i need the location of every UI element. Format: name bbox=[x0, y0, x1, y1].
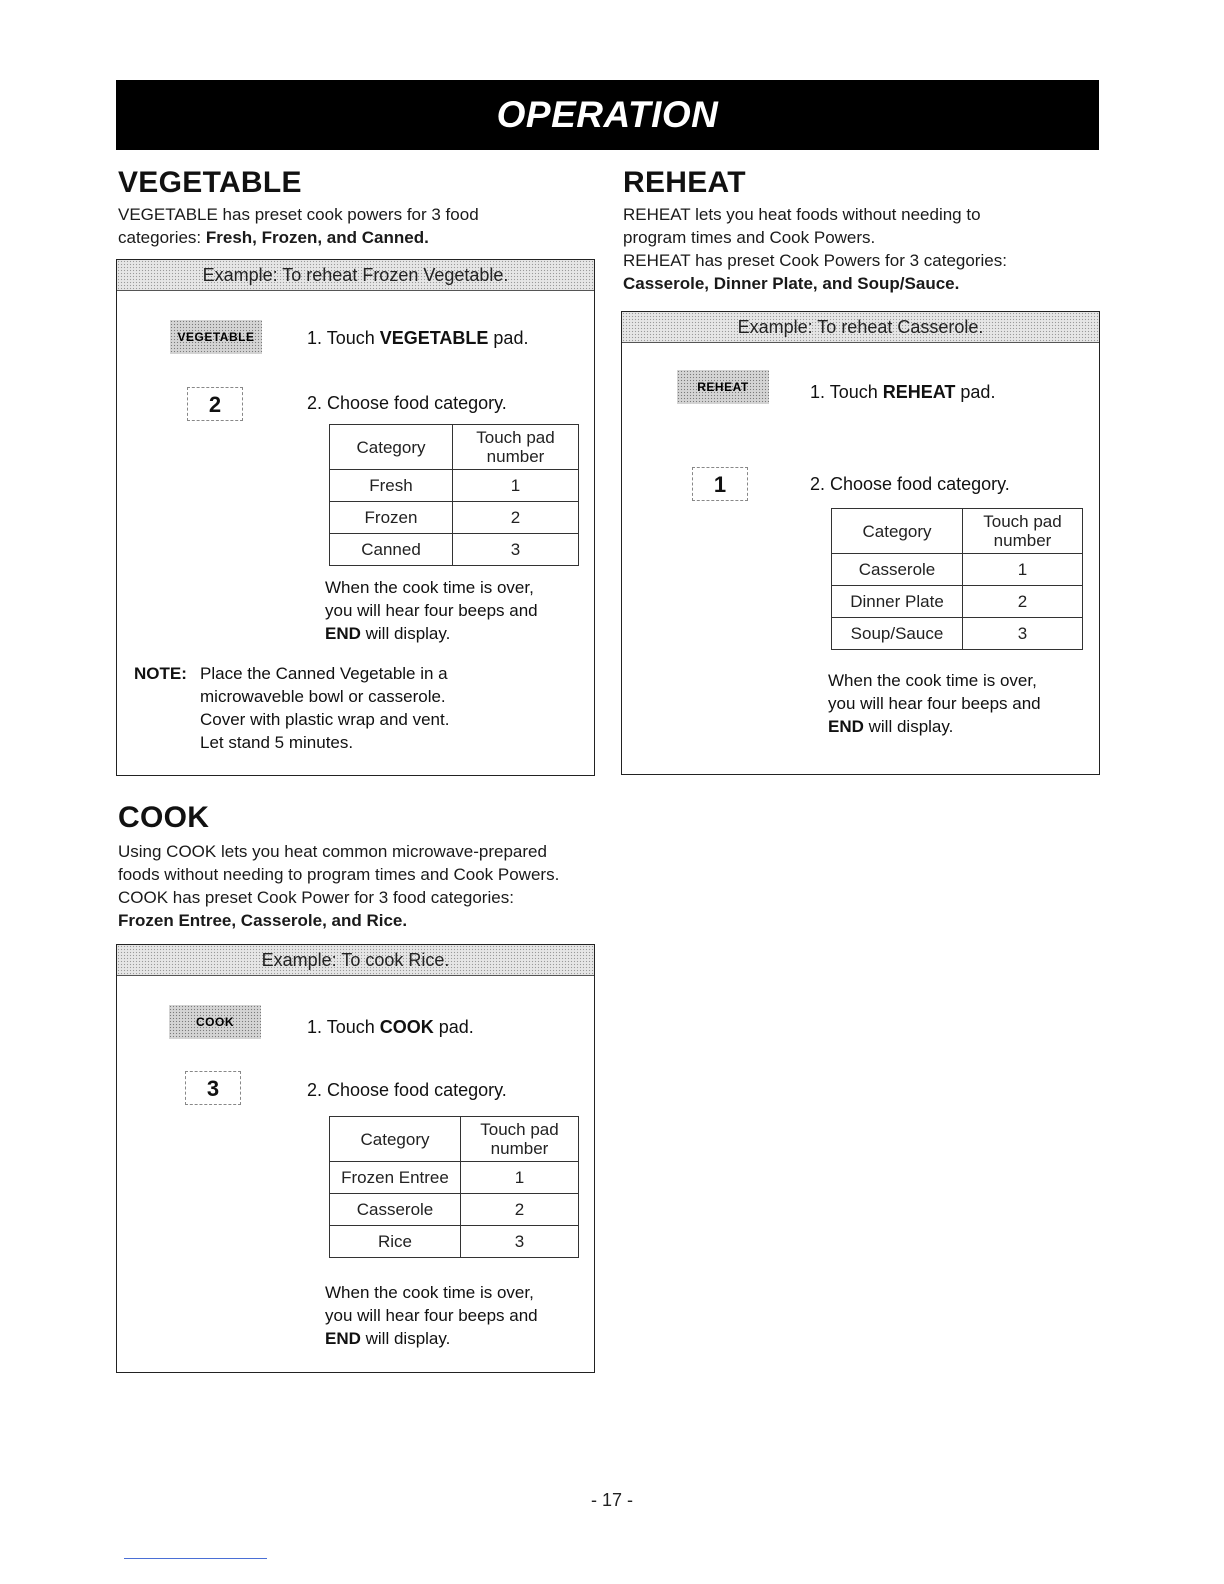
table-cell-category: Rice bbox=[330, 1226, 461, 1258]
footer-rule bbox=[124, 1558, 267, 1559]
table-row bbox=[330, 1162, 579, 1194]
table-cell-number: 1 bbox=[963, 554, 1083, 586]
header-touch-pad: Touch pad number bbox=[461, 1117, 579, 1162]
reheat-step2: 2. Choose food category. bbox=[810, 474, 1010, 494]
vegetable-example-box bbox=[116, 259, 595, 776]
table-header-row bbox=[832, 509, 1083, 554]
table-header-row bbox=[330, 425, 579, 470]
page-number: - 17 - bbox=[590, 1490, 633, 1510]
cook-step1: 1. Touch COOK pad. bbox=[307, 1017, 474, 1037]
table-cell-category: Soup/Sauce bbox=[832, 618, 963, 650]
note-label: NOTE: bbox=[134, 664, 187, 683]
header-touch-pad: Touch pad number bbox=[453, 425, 579, 470]
cook-category-table bbox=[329, 1116, 579, 1258]
table-cell-category: Dinner Plate bbox=[832, 586, 963, 618]
table-row bbox=[330, 534, 579, 566]
reheat-completion-text: When the cook time is over, you will hear four beeps and END will display. bbox=[828, 671, 1041, 736]
number-key-1[interactable]: 1 bbox=[692, 467, 748, 501]
table-cell-category: Frozen Entree bbox=[330, 1162, 461, 1194]
reheat-title: REHEAT bbox=[623, 166, 746, 199]
table-cell-number: 1 bbox=[453, 470, 579, 502]
table-cell-number: 3 bbox=[963, 618, 1083, 650]
table-cell-number: 3 bbox=[453, 534, 579, 566]
header-category: Category bbox=[330, 425, 453, 470]
header-category: Category bbox=[330, 1117, 461, 1162]
table-cell-number: 2 bbox=[461, 1194, 579, 1226]
reheat-pad-button[interactable]: REHEAT bbox=[677, 370, 769, 404]
table-cell-category: Casserole bbox=[330, 1194, 461, 1226]
cook-completion-text: When the cook time is over, you will hear four beeps and END will display. bbox=[325, 1283, 538, 1348]
cook-step2: 2. Choose food category. bbox=[307, 1080, 507, 1100]
cook-example-heading: Example: To cook Rice. bbox=[117, 945, 594, 976]
vegetable-completion-text: When the cook time is over, you will hear four beeps and END will display. bbox=[325, 578, 538, 643]
reheat-example-heading: Example: To reheat Casserole. bbox=[622, 312, 1099, 343]
table-cell-number: 1 bbox=[461, 1162, 579, 1194]
table-cell-category: Fresh bbox=[330, 470, 453, 502]
vegetable-pad-button[interactable]: VEGETABLE bbox=[170, 320, 262, 354]
reheat-example-box bbox=[621, 311, 1100, 775]
table-cell-number: 3 bbox=[461, 1226, 579, 1258]
table-row bbox=[330, 502, 579, 534]
table-row bbox=[330, 1194, 579, 1226]
cook-pad-button[interactable]: COOK bbox=[169, 1005, 261, 1039]
vegetable-category-table bbox=[329, 424, 579, 566]
table-cell-category: Frozen bbox=[330, 502, 453, 534]
header-touch-pad: Touch pad number bbox=[963, 509, 1083, 554]
table-row bbox=[330, 1226, 579, 1258]
table-row bbox=[330, 470, 579, 502]
cook-title: COOK bbox=[118, 801, 210, 834]
vegetable-title: VEGETABLE bbox=[118, 166, 302, 199]
table-cell-category: Canned bbox=[330, 534, 453, 566]
vegetable-intro: VEGETABLE has preset cook powers for 3 food categories: Fresh, Frozen, and Canned. bbox=[118, 205, 479, 247]
cook-example-box bbox=[116, 944, 595, 1373]
table-cell-number: 2 bbox=[963, 586, 1083, 618]
reheat-intro: REHEAT lets you heat foods without needing to program times and Cook Powers. REHEAT has preset Cook Powers for 3 categories: Casserole, Dinner Plate, and Soup/Sauce. bbox=[623, 205, 1007, 293]
vegetable-step1: 1. Touch VEGETABLE pad. bbox=[307, 328, 529, 348]
header-category: Category bbox=[832, 509, 963, 554]
number-key-3[interactable]: 3 bbox=[185, 1071, 241, 1105]
note-text: Place the Canned Vegetable in a microwaveble bowl or casserole. Cover with plastic wrap and vent. Let stand 5 minutes. bbox=[200, 664, 450, 752]
number-key-2[interactable]: 2 bbox=[187, 387, 243, 421]
table-header-row bbox=[330, 1117, 579, 1162]
table-cell-number: 2 bbox=[453, 502, 579, 534]
table-cell-category: Casserole bbox=[832, 554, 963, 586]
vegetable-example-heading: Example: To reheat Frozen Vegetable. bbox=[117, 260, 594, 291]
vegetable-step2: 2. Choose food category. bbox=[307, 393, 507, 413]
reheat-category-table bbox=[831, 508, 1083, 650]
cook-intro: Using COOK lets you heat common microwave-prepared foods without needing to program times and Cook Powers. COOK has preset Cook Power for 3 food categories: Frozen Entree, Casserole, and Rice. bbox=[118, 842, 560, 930]
table-row bbox=[832, 586, 1083, 618]
page-banner: OPERATION bbox=[116, 80, 1099, 150]
vegetable-note bbox=[134, 662, 554, 762]
table-row bbox=[832, 618, 1083, 650]
table-row bbox=[832, 554, 1083, 586]
reheat-step1: 1. Touch REHEAT pad. bbox=[810, 382, 996, 402]
